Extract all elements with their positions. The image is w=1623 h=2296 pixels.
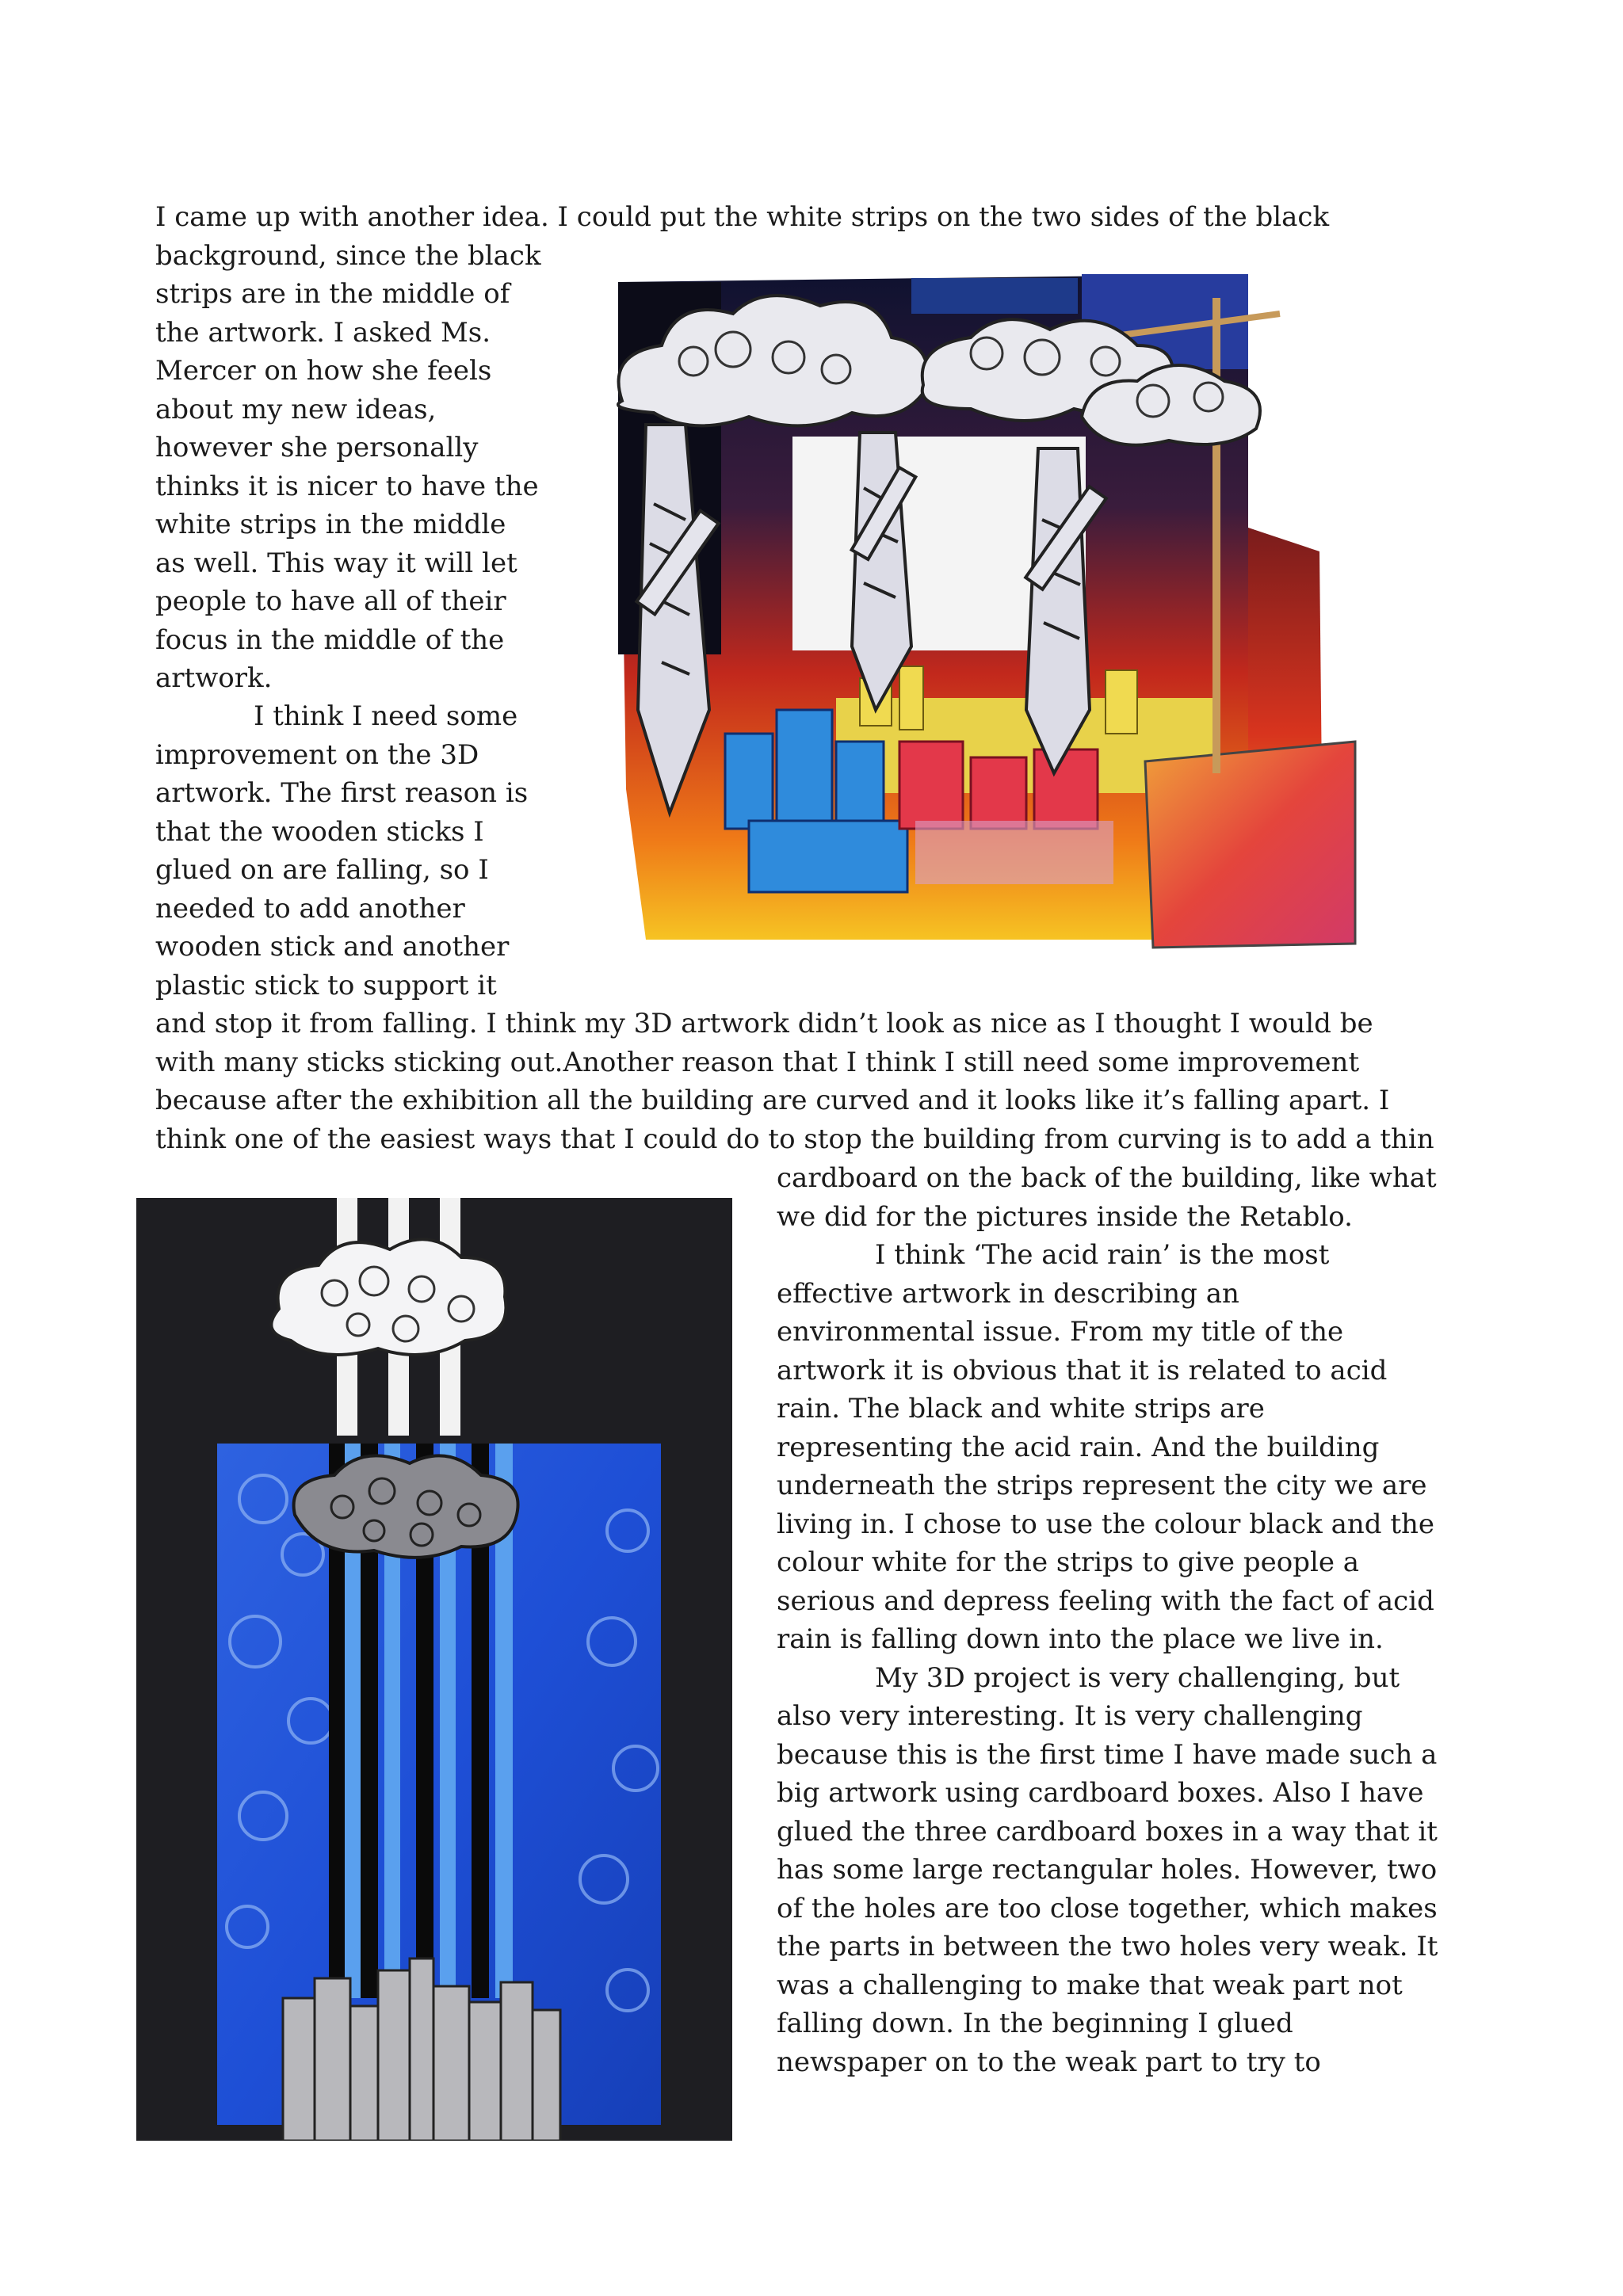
text-line: glued the three cardboard boxes in a way that it — [777, 1815, 1438, 1848]
text-line: was a challenging to make that weak part not — [777, 1969, 1403, 2001]
text-line: I think ‘The acid rain’ is the most — [875, 1239, 1330, 1271]
text-line: plastic stick to support it — [155, 969, 497, 1001]
text-line: has some large rectangular holes. However, two — [777, 1854, 1438, 1886]
paragraph-intro — [155, 198, 1329, 698]
text-line: My 3D project is very challenging, but — [875, 1661, 1400, 1694]
text-line: strips are in the middle of — [155, 278, 510, 310]
text-line: and stop it from falling. I think my 3D artwork didn’t look as nice as I thought I would be — [155, 1008, 1373, 1039]
text-line: artwork. — [155, 662, 273, 694]
text-line: needed to add another — [155, 892, 465, 925]
text-line: with many sticks sticking out.Another reason that I think I still need some improvement — [155, 1046, 1360, 1078]
text-line: serious and depress feeling with the fact of acid — [777, 1585, 1434, 1617]
text-line: I came up with another idea. I could put the white strips on the two sides of the black — [155, 201, 1330, 233]
text-line: artwork it is obvious that it is related to acid — [777, 1354, 1388, 1386]
text-line: environmental issue. From my title of the — [777, 1316, 1344, 1348]
text-line: people to have all of their — [155, 585, 506, 617]
text-line: the artwork. I asked Ms. — [155, 316, 491, 349]
text-line: however she personally — [155, 432, 479, 463]
text-line: representing the acid rain. And the building — [777, 1431, 1380, 1463]
text-line: about my new ideas, — [155, 393, 437, 425]
text-line: that the wooden sticks I — [155, 815, 484, 848]
text-line: thinks it is nicer to have the — [155, 470, 539, 502]
text-line: I think I need some — [254, 700, 518, 732]
text-line: artwork. The first reason is — [155, 777, 529, 809]
text-line: colour white for the strips to give people a — [777, 1547, 1360, 1578]
text-line: the parts in between the two holes very weak. It — [777, 1931, 1438, 1962]
text-line: also very interesting. It is very challenging — [777, 1700, 1363, 1732]
text-line: of the holes are too close together, which makes — [777, 1892, 1438, 1924]
text-line: we did for the pictures inside the Retablo. — [777, 1200, 1353, 1233]
text-line: improvement on the 3D — [155, 738, 479, 771]
text-line: falling down. In the beginning I glued — [777, 2008, 1293, 2039]
text-line: living in. I chose to use the colour black and the — [777, 1508, 1435, 1540]
text-line: effective artwork in describing an — [777, 1277, 1239, 1310]
acid-rain-painting — [136, 1198, 732, 2141]
text-line: underneath the strips represent the city we are — [777, 1470, 1427, 1501]
text-line: rain is falling down into the place we live in. — [777, 1623, 1384, 1655]
text-line: wooden stick and another — [155, 931, 510, 963]
paragraph-right-column — [777, 1159, 1438, 2081]
text-line: think one of the easiest ways that I could do to stop the building from curving is to add a thin — [155, 1123, 1434, 1155]
text-line: glued on are falling, so I — [155, 854, 489, 886]
text-line: cardboard on the back of the building, like what — [777, 1162, 1437, 1194]
text-line: big artwork using cardboard boxes. Also I have — [777, 1777, 1424, 1809]
text-line: because this is the first time I have made such a — [777, 1738, 1438, 1771]
paragraph-improvement — [155, 697, 1434, 1158]
text-line: rain. The black and white strips are — [777, 1393, 1265, 1425]
text-line: because after the exhibition all the building are curved and it looks like it’s falling apart. I — [155, 1085, 1390, 1116]
text-line: background, since the black — [155, 239, 541, 272]
text-line: newspaper on to the weak part to try to — [777, 2046, 1321, 2078]
text-line: as well. This way it will let — [155, 547, 517, 579]
text-line: Mercer on how she feels — [155, 355, 492, 387]
text-line: white strips in the middle — [155, 509, 506, 540]
text-line: focus in the middle of the — [155, 624, 505, 656]
